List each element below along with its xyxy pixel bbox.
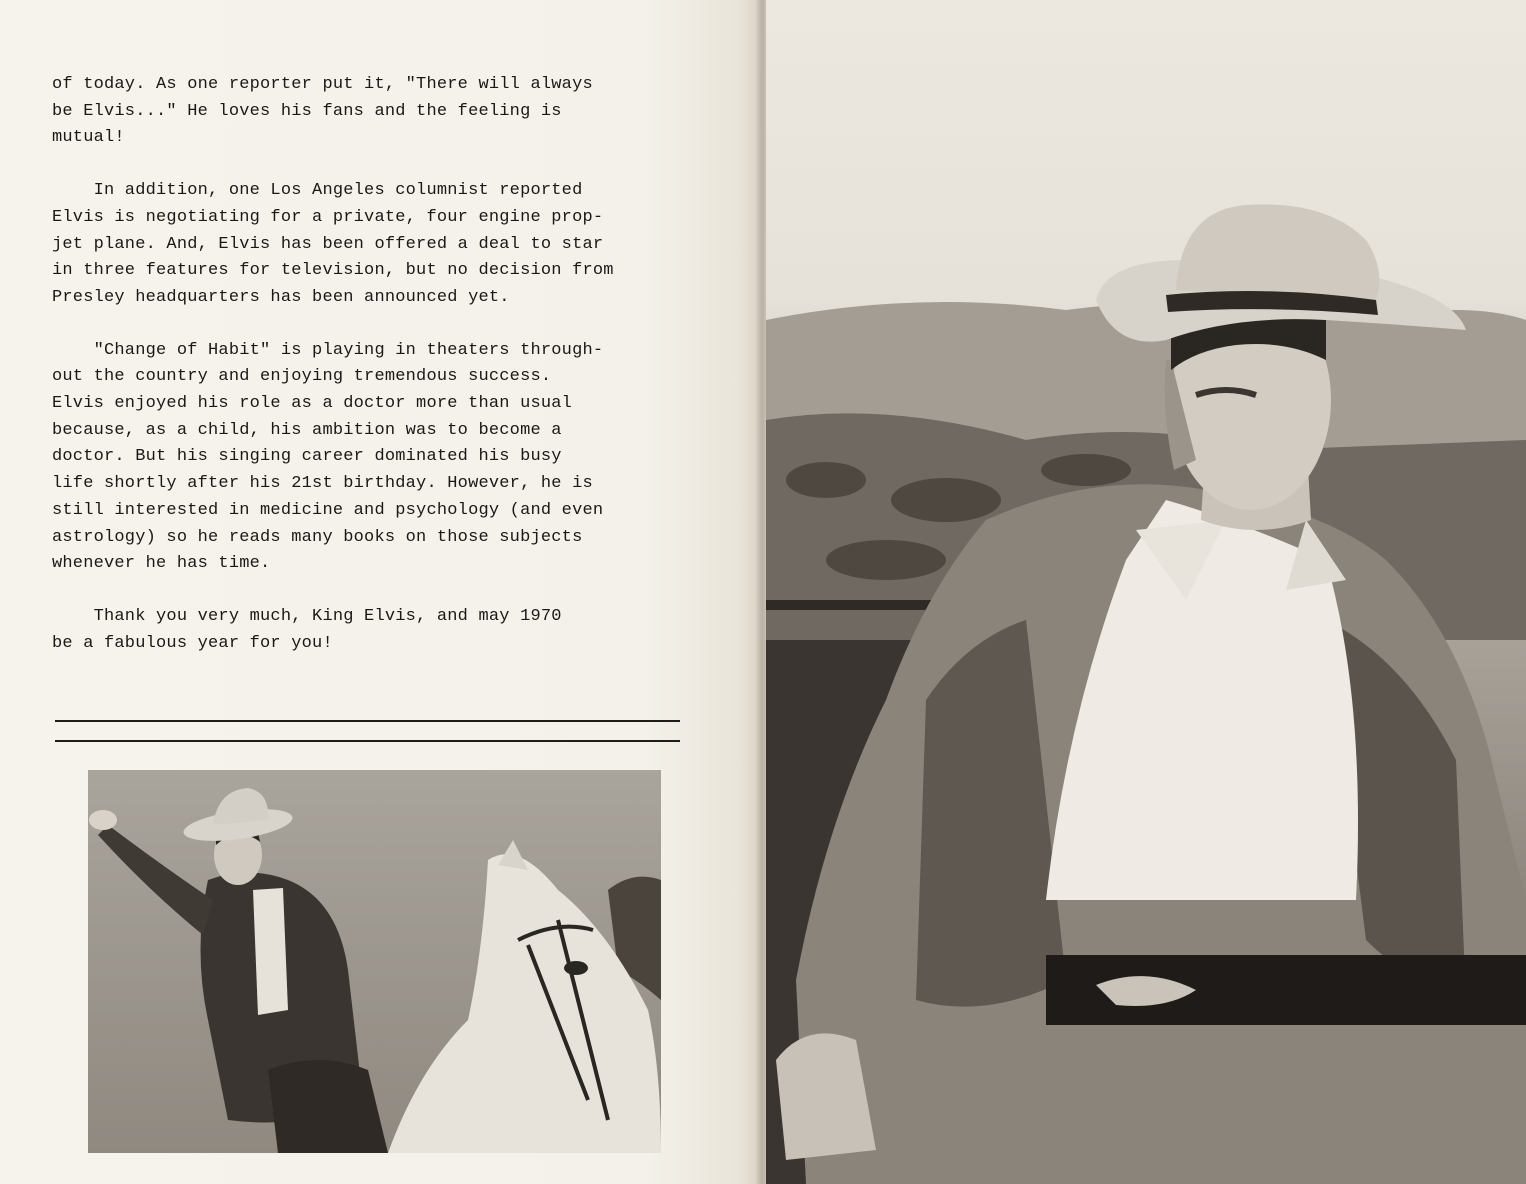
left-page xyxy=(0,0,762,1184)
text-line: astrology) so he reads many books on those subjects xyxy=(52,527,583,547)
right-page xyxy=(766,0,1526,1184)
text-line: "Change of Habit" is playing in theaters through- xyxy=(52,340,604,360)
photo-rider-on-horse xyxy=(88,770,661,1153)
paragraph-4 xyxy=(52,604,692,657)
text-line: jet plane. And, Elvis has been offered a deal to star xyxy=(52,234,604,254)
text-line: life shortly after his 21st birthday. However, he is xyxy=(52,474,593,494)
divider-rule-top xyxy=(55,720,680,722)
text-line: of today. As one reporter put it, "There will always xyxy=(52,75,593,94)
text-line: Thank you very much, King Elvis, and may 1970 xyxy=(52,606,562,626)
text-line: still interested in medicine and psychology (and even xyxy=(52,500,604,520)
text-line: doctor. But his singing career dominated his busy xyxy=(52,447,562,467)
text-line: in three features for television, but no decision from xyxy=(52,261,614,281)
text-line: out the country and enjoying tremendous success. xyxy=(52,367,552,387)
text-line: Elvis enjoyed his role as a doctor more than usual xyxy=(52,394,573,414)
rider-illustration xyxy=(88,770,661,1153)
text-line: Elvis is negotiating for a private, four engine prop- xyxy=(52,207,604,227)
article-text xyxy=(52,72,692,683)
text-line: be a fabulous year for you! xyxy=(52,633,333,653)
text-line: be Elvis..." He loves his fans and the feeling is xyxy=(52,101,562,121)
paragraph-2 xyxy=(52,178,692,312)
photo-cowboy-portrait xyxy=(766,0,1526,1184)
text-line: whenever he has time. xyxy=(52,554,271,574)
text-line: Presley headquarters has been announced yet. xyxy=(52,287,510,307)
divider-rule-bottom xyxy=(55,740,680,742)
paragraph-3 xyxy=(52,338,692,578)
paragraph-1 xyxy=(52,72,692,152)
text-line: mutual! xyxy=(52,128,125,148)
text-line: because, as a child, his ambition was to become a xyxy=(52,420,562,440)
portrait-illustration xyxy=(766,0,1526,1184)
text-line: In addition, one Los Angeles columnist reported xyxy=(52,181,583,201)
